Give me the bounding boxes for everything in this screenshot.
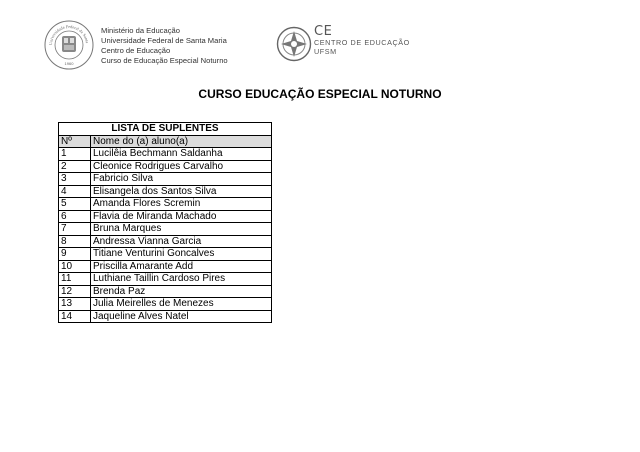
- institution-line-course: Curso de Educação Especial Noturno: [101, 56, 228, 65]
- number-cell: 7: [59, 223, 91, 236]
- table-row: [59, 173, 272, 186]
- ce-emblem-icon: [276, 26, 312, 62]
- table-row: [59, 148, 272, 161]
- name-cell: Cleonice Rodrigues Carvalho: [91, 160, 272, 173]
- ce-logo-line2: UFSM: [314, 47, 337, 56]
- ufsm-seal-logo: [44, 20, 94, 70]
- ce-logo-line1: CENTRO DE EDUCAÇÃO: [314, 38, 410, 47]
- name-cell: Amanda Flores Scremin: [91, 198, 272, 211]
- ce-logo-abbr: CE: [314, 24, 333, 39]
- number-cell: 14: [59, 310, 91, 323]
- name-cell: Priscilla Amarante Add: [91, 260, 272, 273]
- table-row: [59, 273, 272, 286]
- seal-ring-text: Universidade Federal de Santa: [47, 23, 90, 46]
- name-cell: Elisangela dos Santos Silva: [91, 185, 272, 198]
- table-header-row: [59, 135, 272, 148]
- seal-year: 1960: [64, 61, 74, 66]
- number-cell: 8: [59, 235, 91, 248]
- column-header-name: Nome do (a) aluno(a): [91, 135, 272, 148]
- institution-line-university: Universidade Federal de Santa Maria: [101, 36, 227, 45]
- name-cell: Brenda Paz: [91, 285, 272, 298]
- table-row: [59, 223, 272, 236]
- name-cell: Bruna Marques: [91, 223, 272, 236]
- table-row: [59, 235, 272, 248]
- institution-block: [101, 26, 228, 66]
- name-cell: Lucilêia Bechmann Saldanha: [91, 148, 272, 161]
- table-row: [59, 210, 272, 223]
- number-cell: 11: [59, 273, 91, 286]
- number-cell: 6: [59, 210, 91, 223]
- table-row: [59, 198, 272, 211]
- number-cell: 9: [59, 248, 91, 261]
- number-cell: 12: [59, 285, 91, 298]
- ce-logo-text: [314, 25, 410, 56]
- table-row: [59, 298, 272, 311]
- name-cell: Julia Meirelles de Menezes: [91, 298, 272, 311]
- table-row: [59, 285, 272, 298]
- table-row: [59, 260, 272, 273]
- institution-line-ministry: Ministério da Educação: [101, 26, 180, 35]
- number-cell: 5: [59, 198, 91, 211]
- institution-line-center: Centro de Educação: [101, 46, 171, 55]
- table-row: [59, 185, 272, 198]
- table-caption-row: [59, 123, 272, 136]
- number-cell: 13: [59, 298, 91, 311]
- number-cell: 10: [59, 260, 91, 273]
- name-cell: Fabricio Silva: [91, 173, 272, 186]
- number-cell: 2: [59, 160, 91, 173]
- name-cell: Jaqueline Alves Natel: [91, 310, 272, 323]
- substitutes-table: [58, 122, 272, 323]
- column-header-number: Nº: [59, 135, 91, 148]
- name-cell: Luthiane Taillin Cardoso Pires: [91, 273, 272, 286]
- table-row: [59, 160, 272, 173]
- name-cell: Titiane Venturini Goncalves: [91, 248, 272, 261]
- table-caption: LISTA DE SUPLENTES: [59, 123, 272, 136]
- number-cell: 1: [59, 148, 91, 161]
- table-row: [59, 310, 272, 323]
- document-title: CURSO EDUCAÇÃO ESPECIAL NOTURNO: [198, 87, 442, 101]
- name-cell: Andressa Vianna Garcia: [91, 235, 272, 248]
- table-row: [59, 248, 272, 261]
- number-cell: 4: [59, 185, 91, 198]
- name-cell: Flavia de Miranda Machado: [91, 210, 272, 223]
- number-cell: 3: [59, 173, 91, 186]
